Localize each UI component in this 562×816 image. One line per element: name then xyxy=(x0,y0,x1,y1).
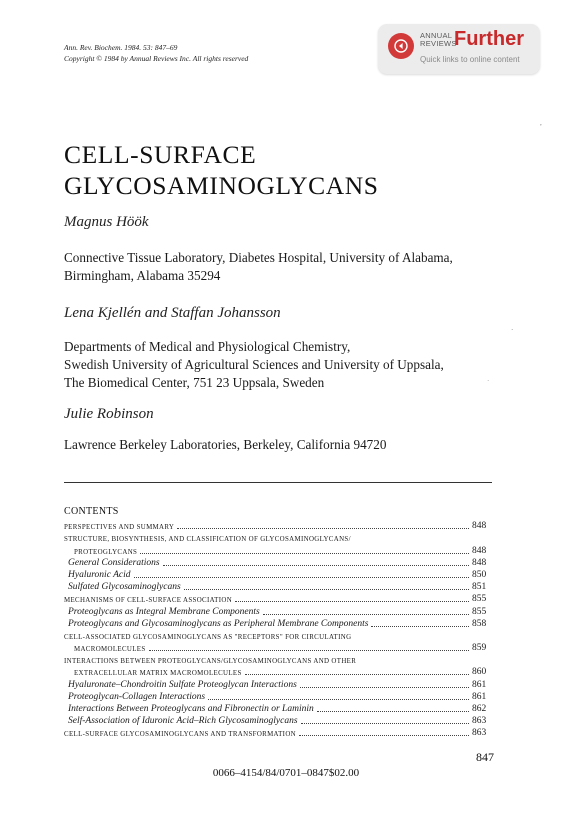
toc-entry[interactable]: CELL-ASSOCIATED GLYCOSAMINOGLYCANS AS "RECEPTORS" FOR CIRCULATING xyxy=(64,633,352,641)
toc-entry[interactable]: Proteoglycan-Collagen Interactions 861 xyxy=(68,691,487,702)
issn-code: 0066–4154/84/0701–0847$02.00 xyxy=(212,767,360,779)
table-of-contents xyxy=(64,519,496,738)
toc-entry[interactable]: Sulfated Glycosaminoglycans 851 xyxy=(68,582,487,593)
stray-mark: , xyxy=(540,119,542,127)
toc-entry[interactable]: PROTEOGLYCANS 848 xyxy=(74,545,487,556)
further-label: Further xyxy=(454,28,524,50)
toc-entry[interactable]: Hyaluronic Acid 850 xyxy=(68,569,487,580)
author-affiliation: Connective Tissue Laboratory, Diabetes Hospital, University of Alabama, Birmingham, Alabama 35294 xyxy=(64,250,453,283)
author-name: Julie Robinson xyxy=(64,406,154,422)
author-affiliation: Lawrence Berkeley Laboratories, Berkeley, California 94720 xyxy=(64,437,387,452)
toc-entry[interactable]: PERSPECTIVES AND SUMMARY 848 xyxy=(64,521,487,532)
further-badge[interactable] xyxy=(378,24,540,74)
author-name: Lena Kjellén and Staffan Johansson xyxy=(64,305,281,321)
toc-entry[interactable]: Proteoglycans as Integral Membrane Components 855 xyxy=(68,606,487,617)
further-tagline: Quick links to online content xyxy=(420,55,520,64)
toc-entry[interactable]: Interactions Between Proteoglycans and Fibronectin or Laminin 862 xyxy=(68,704,487,714)
citation-line-2: Copyright © 1984 by Annual Reviews Inc. All rights reserved xyxy=(64,53,249,63)
stray-mark: · xyxy=(511,326,514,334)
toc-entry[interactable]: MECHANISMS OF CELL-SURFACE ASSOCIATION 855 xyxy=(64,594,487,605)
toc-entry[interactable]: General Considerations 848 xyxy=(68,557,487,568)
toc-entry[interactable]: MACROMOLECULES 859 xyxy=(74,643,487,654)
contents-heading: CONTENTS xyxy=(64,506,119,517)
annual-reviews-wordmark: ANNUAL REVIEWS xyxy=(420,31,457,48)
toc-entry[interactable]: Proteoglycans and Glycosaminoglycans as Peripheral Membrane Components 858 xyxy=(68,618,487,629)
title-line-2: GLYCOSAMINOGLYCANS xyxy=(64,171,379,200)
stray-mark: · xyxy=(487,377,490,385)
author-name: Magnus Höök xyxy=(64,214,149,230)
page-number: 847 xyxy=(476,750,494,764)
author-affiliation: Departments of Medical and Physiological Chemistry, Swedish University of Agricultural Sciences and University of Uppsala, The Biomedical Center, 751 23 Uppsala, Sweden xyxy=(64,339,444,390)
toc-entry[interactable]: Self-Association of Iduronic Acid–Rich Glycosaminoglycans 863 xyxy=(68,716,487,727)
toc-entry[interactable]: STRUCTURE, BIOSYNTHESIS, AND CLASSIFICATION OF GLYCOSAMINOGLYCANS/ xyxy=(64,536,351,544)
toc-entry[interactable]: INTERACTIONS BETWEEN PROTEOGLYCANS/GLYCOSAMINOGLYCANS AND OTHER xyxy=(64,658,357,666)
article-title xyxy=(64,139,379,201)
section-divider xyxy=(64,482,492,483)
journal-citation xyxy=(64,43,248,64)
toc-entry[interactable]: CELL-SURFACE GLYCOSAMINOGLYCANS AND TRANSFORMATION 863 xyxy=(64,728,487,739)
play-arrow-icon xyxy=(388,33,414,59)
citation-line-1: Ann. Rev. Biochem. 1984. 53: 847–69 xyxy=(64,43,178,52)
title-line-1: CELL-SURFACE xyxy=(64,140,257,169)
toc-entry[interactable]: Hyaluronate–Chondroitin Sulfate Proteoglycan Interactions 861 xyxy=(68,679,487,690)
toc-entry[interactable]: EXTRACELLULAR MATRIX MACROMOLECULES 860 xyxy=(74,667,487,678)
